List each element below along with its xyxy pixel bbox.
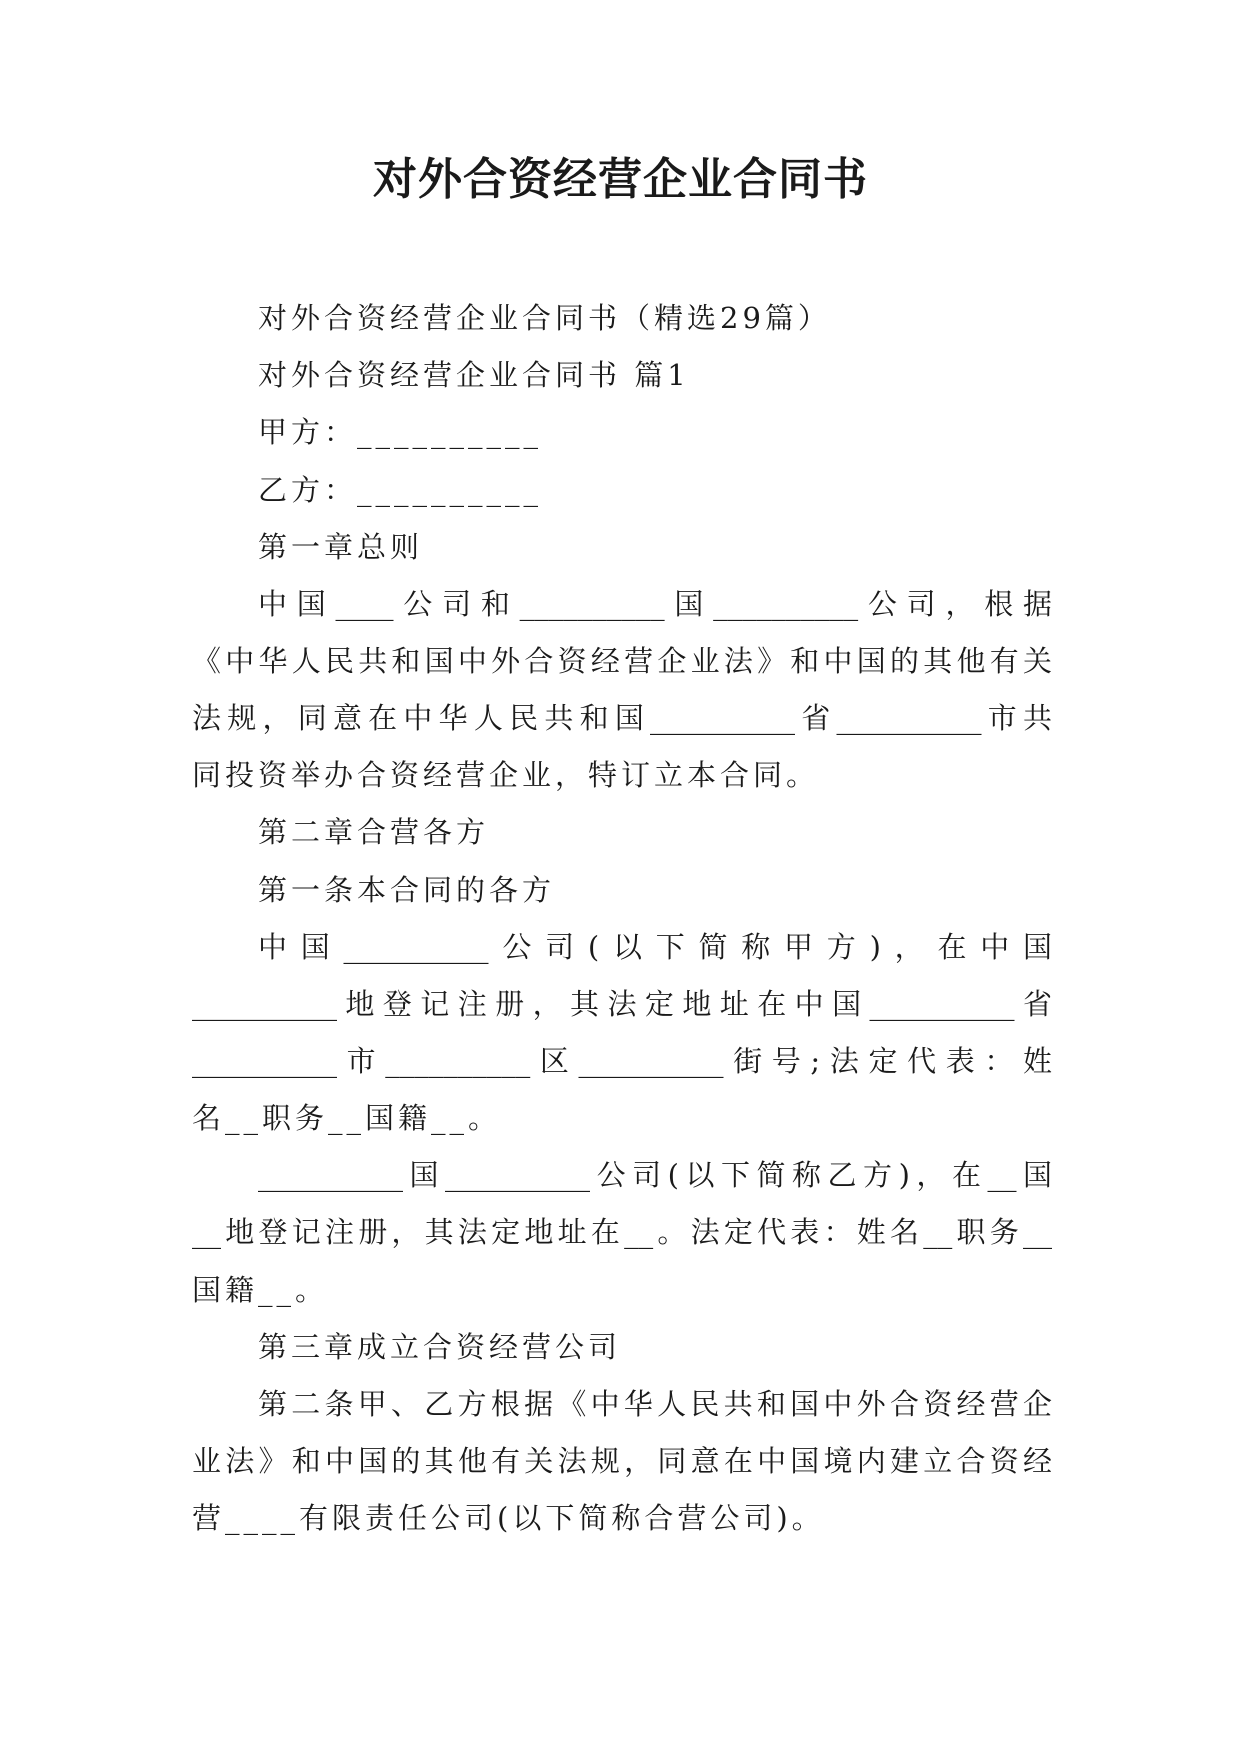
paragraph-line: __________地登记注册，其法定地址在中国__________省 bbox=[192, 987, 1052, 1021]
chapter-heading: 第二章合营各方 bbox=[258, 815, 490, 849]
chapter-heading: 第三章成立合资经营公司 bbox=[258, 1330, 622, 1364]
paragraph-line: 第二条甲、乙方根据《中华人民共和国中外合资经营企 bbox=[258, 1387, 1052, 1421]
paragraph-line: 同投资举办合资经营企业，特订立本合同。 bbox=[192, 758, 820, 792]
section-heading: 对外合资经营企业合同书 篇1 bbox=[258, 358, 690, 392]
paragraph-line: 国籍__。 bbox=[192, 1273, 329, 1307]
paragraph-line: 名__职务__国籍__。 bbox=[192, 1101, 502, 1135]
paragraph-line: 法规，同意在中华人民共和国__________省__________市共 bbox=[192, 701, 1052, 735]
chapter-heading: 第一章总则 bbox=[258, 530, 424, 564]
paragraph-line: 业法》和中国的其他有关法规，同意在中国境内建立合资经 bbox=[192, 1444, 1052, 1478]
party-b-line: 乙方：__________ bbox=[258, 473, 543, 507]
document-title: 对外合资经营企业合同书 bbox=[373, 154, 868, 205]
article-heading: 第一条本合同的各方 bbox=[258, 873, 556, 907]
paragraph-line: __地登记注册，其法定地址在__。法定代表：姓名__职务__ bbox=[192, 1215, 1052, 1249]
paragraph-line: 中国__________公司(以下简称甲方)，在中国 bbox=[258, 930, 1052, 964]
party-a-line: 甲方：__________ bbox=[258, 415, 543, 449]
subtitle-line: 对外合资经营企业合同书（精选29篇） bbox=[258, 301, 831, 335]
paragraph-line: 《中华人民共和国中外合资经营企业法》和中国的其他有关 bbox=[192, 644, 1052, 678]
paragraph-line: 中国____公司和__________国__________公司，根据 bbox=[258, 587, 1052, 621]
paragraph-line: __________市__________区__________街号;法定代表：姓 bbox=[192, 1044, 1052, 1078]
paragraph-line: __________国__________公司(以下简称乙方)，在__国 bbox=[258, 1158, 1052, 1192]
paragraph-line: 营____有限责任公司(以下简称合营公司)。 bbox=[192, 1501, 825, 1535]
